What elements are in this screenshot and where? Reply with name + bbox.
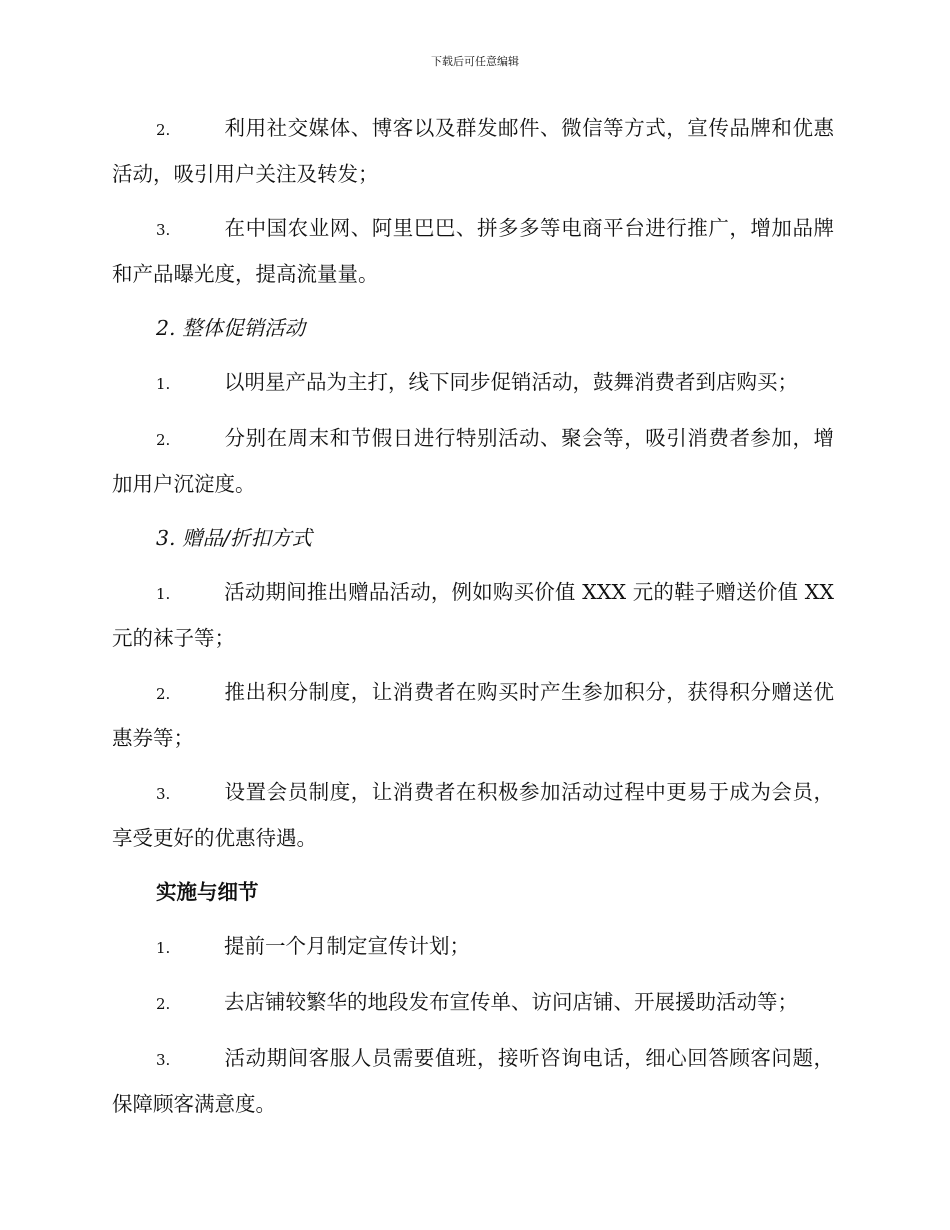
subheading: 3. 赠品/折扣方式 — [156, 526, 312, 550]
list-item-text: 以明星产品为主打，线下同步促销活动，鼓舞消费者到店购买； — [224, 370, 798, 394]
list-item — [112, 924, 834, 970]
list-number: 1. — [156, 375, 171, 393]
section-heading: 实施与细节 — [156, 880, 259, 904]
list-number: 3. — [156, 785, 171, 803]
list-item — [112, 416, 834, 506]
list-number: 2. — [156, 121, 171, 139]
list-number: 2. — [156, 995, 171, 1013]
list-item-text: 活动期间推出赠品活动，例如购买价值 XXX 元的鞋子赠送价值 XX 元的袜子等； — [112, 580, 834, 650]
list-item — [112, 206, 834, 296]
list-number: 2. — [156, 431, 171, 449]
list-item — [112, 770, 834, 860]
list-number: 1. — [156, 939, 171, 957]
list-number: 3. — [156, 221, 171, 239]
list-item — [112, 1036, 834, 1126]
list-item-text: 分别在周末和节假日进行特别活动、聚会等，吸引消费者参加，增加用户沉淀度。 — [112, 426, 834, 496]
list-item-text: 活动期间客服人员需要值班，接听咨询电话，细心回答顾客问题，保障顾客满意度。 — [112, 1046, 834, 1116]
document-body — [112, 106, 834, 1136]
subheading: 2. 整体促销活动 — [156, 316, 306, 340]
list-item — [112, 106, 834, 196]
list-item-text: 利用社交媒体、博客以及群发邮件、微信等方式，宣传品牌和优惠活动，吸引用户关注及转发； — [112, 116, 834, 186]
list-item — [112, 360, 834, 406]
page-header: 下载后可任意编辑 — [431, 55, 519, 68]
list-item — [112, 980, 834, 1026]
list-number: 1. — [156, 585, 171, 603]
list-item-text: 推出积分制度，让消费者在购买时产生参加积分，获得积分赠送优惠券等； — [112, 680, 834, 750]
list-number: 3. — [156, 1051, 171, 1069]
list-item-text: 在中国农业网、阿里巴巴、拼多多等电商平台进行推广，增加品牌和产品曝光度，提高流量量。 — [112, 216, 834, 286]
list-item — [112, 670, 834, 760]
list-item-text: 设置会员制度，让消费者在积极参加活动过程中更易于成为会员，享受更好的优惠待遇。 — [112, 780, 834, 850]
list-item — [112, 570, 834, 660]
list-number: 2. — [156, 685, 171, 703]
list-item-text: 去店铺较繁华的地段发布宣传单、访问店铺、开展援助活动等； — [224, 990, 798, 1014]
list-item-text: 提前一个月制定宣传计划； — [224, 934, 470, 958]
